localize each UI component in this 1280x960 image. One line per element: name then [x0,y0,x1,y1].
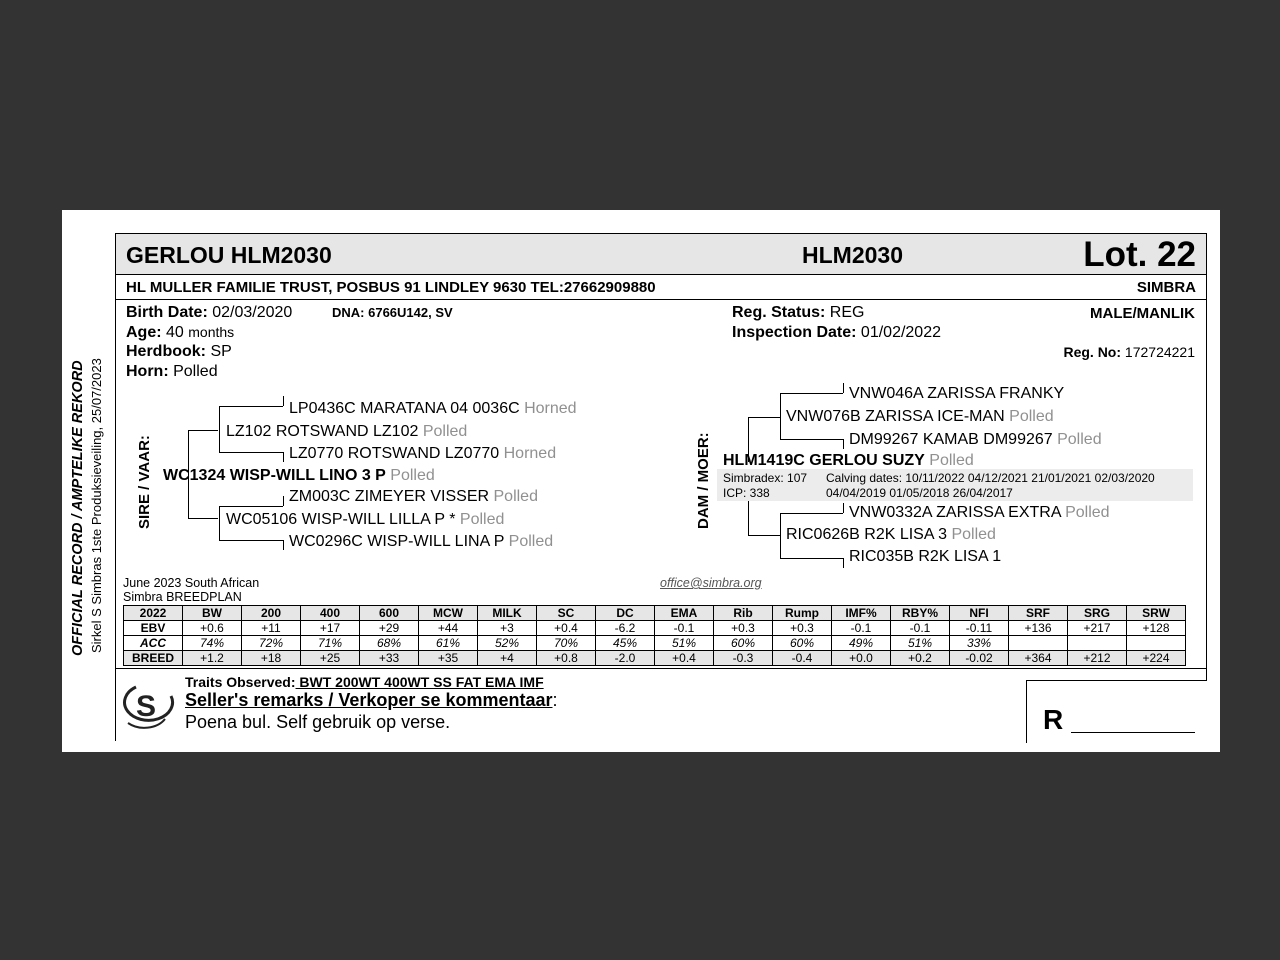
table-cell: +0.4 [537,621,596,636]
col-header: BW [183,606,242,621]
col-header: EMA [655,606,714,621]
herdbook: Herdbook: SP [126,343,232,360]
table-cell: +217 [1068,621,1127,636]
footer-divider [116,668,1206,669]
table-cell: +0.3 [714,621,773,636]
table-cell: +33 [360,651,419,666]
table-cell: 72% [242,636,301,651]
reg-status: Reg. Status: REG [732,304,865,321]
lot-card [62,210,1220,752]
table-cell: -6.2 [596,621,655,636]
breed-row [124,651,1186,666]
sire-dam-sire: ZM003C ZIMEYER VISSER Polled [289,488,538,505]
col-header: IMF% [832,606,891,621]
animal-id: HLM2030 [802,242,903,268]
sellers-remarks-heading: Seller's remarks / Verkoper se kommentaar: [185,690,558,710]
table-cell: 74% [183,636,242,651]
animal-name: GERLOU HLM2030 [126,242,332,268]
svg-text:S: S [135,690,157,723]
breed-label: SIMBRA [1136,279,1196,296]
sire-dam: WC05106 WISP-WILL LILLA P * Polled [226,511,505,528]
table-cell: 52% [478,636,537,651]
col-header: MILK [478,606,537,621]
col-header: SC [537,606,596,621]
dam-name: HLM1419C GERLOU SUZY Polled [723,452,974,469]
table-cell: 60% [773,636,832,651]
sire-name: WC1324 WISP-WILL LINO 3 P Polled [163,467,435,484]
reg-number: Reg. No: 172724221 [1063,344,1195,360]
age: Age: 40 months [126,324,235,341]
sex-label: MALE/MANLIK [1090,305,1195,322]
col-header: NFI [950,606,1009,621]
table-cell: -0.02 [950,651,1009,666]
table-cell: +3 [478,621,537,636]
lot-number: Lot. 22 [1083,235,1196,274]
table-cell: +0.0 [832,651,891,666]
ebv-row [124,621,1186,636]
table-cell: -0.11 [950,621,1009,636]
calving-dates-line2: 04/04/2019 01/05/2018 26/04/2017 [826,486,1013,500]
table-cell: 51% [655,636,714,651]
col-header: 200 [242,606,301,621]
col-header: SRG [1068,606,1127,621]
sire-dam-dam: WC0296C WISP-WILL LINA P Polled [289,533,554,550]
col-header: Rib [714,606,773,621]
col-header: DC [596,606,655,621]
table-cell: -0.1 [832,621,891,636]
table-cell: -2.0 [596,651,655,666]
price-symbol: R [1043,704,1064,735]
dna-info: DNA: 6766U142, SV [332,305,453,320]
table-cell: +11 [242,621,301,636]
table-cell: 60% [714,636,773,651]
table-cell: +25 [301,651,360,666]
table-cell: 49% [832,636,891,651]
dam-side-label: DAM / MOER: [695,432,712,529]
table-cell: +44 [419,621,478,636]
table-cell: +128 [1127,621,1186,636]
table-cell: 51% [891,636,950,651]
row-label: ACC [124,636,183,651]
traits-observed: Traits Observed: BWT 200WT 400WT SS FAT EMA IMF [185,674,544,690]
col-header: 400 [301,606,360,621]
table-cell: +17 [301,621,360,636]
simbra-logo-icon [115,680,177,730]
col-header: SRF [1009,606,1068,621]
table-cell: +0.4 [655,651,714,666]
table-cell [1127,636,1186,651]
breedplan-line1: June 2023 South African [123,576,260,590]
owner-bar [116,275,1206,300]
sire-sire: LZ102 ROTSWAND LZ102 Polled [226,423,468,440]
email-link[interactable]: office@simbra.org [660,576,762,590]
table-cell: +1.2 [183,651,242,666]
sire-sire-dam: LZ0770 ROTSWAND LZ0770 Horned [289,445,557,462]
table-cell: +4 [478,651,537,666]
calving-dates-line1: Calving dates: 10/11/2022 04/12/2021 21/01/2021 02/03/2020 [826,471,1155,485]
dam-dam: RIC0626B R2K LISA 3 Polled [786,526,996,543]
breedplan-line2: Simbra BREEDPLAN [123,590,242,604]
horn-status: Horn: Polled [126,363,218,380]
table-cell: 71% [301,636,360,651]
table-cell: -0.1 [891,621,950,636]
table-cell: -0.3 [714,651,773,666]
sale-name-label: Sirkel S Simbras 1ste Produksieveiling, 25/07/2023 [89,358,104,653]
table-cell: 68% [360,636,419,651]
dam-sire: VNW076B ZARISSA ICE-MAN Polled [786,408,1054,425]
col-header: Rump [773,606,832,621]
col-header: 600 [360,606,419,621]
table-cell: -0.4 [773,651,832,666]
table-cell: +364 [1009,651,1068,666]
col-header: RBY% [891,606,950,621]
acc-row [124,636,1186,651]
table-cell: +136 [1009,621,1068,636]
table-cell: +0.3 [773,621,832,636]
table-cell: +18 [242,651,301,666]
table-cell: +35 [419,651,478,666]
table-cell: +212 [1068,651,1127,666]
table-cell: +0.6 [183,621,242,636]
row-label: EBV [124,621,183,636]
sire-sire-sire: LP0436C MARATANA 04 0036C Horned [289,400,577,417]
table-cell: +224 [1127,651,1186,666]
inspection-date: Inspection Date: 01/02/2022 [732,324,941,341]
sire-side-label: SIRE / VAAR: [136,435,153,529]
table-cell: +0.8 [537,651,596,666]
table-cell [1009,636,1068,651]
price-input-line[interactable] [1071,732,1195,733]
ebv-header-row [124,606,1186,621]
simbradex: Simbradex: 107 [723,471,808,485]
table-cell: +29 [360,621,419,636]
owner-address: HL MULLER FAMILIE TRUST, POSBUS 91 LINDLEY 9630 TEL:27662909880 [126,279,656,296]
dam-sire-dam: DM99267 KAMAB DM99267 Polled [849,431,1102,448]
table-cell: 33% [950,636,1009,651]
table-cell [1068,636,1127,651]
dam-sire-sire: VNW046A ZARISSA FRANKY [849,385,1065,402]
sellers-remarks-text: Poena bul. Self gebruik op verse. [185,712,451,732]
birth-date: Birth Date: 02/03/2020 [126,304,293,321]
dam-dam-dam: RIC035B R2K LISA 1 [849,548,1002,565]
price-box [1026,680,1207,743]
col-header: MCW [419,606,478,621]
ebv-table [123,605,1186,666]
row-label: BREED [124,651,183,666]
official-record-label: OFFICIAL RECORD / AMPTELIKE REKORD [70,360,86,656]
icp: ICP: 338 [723,486,770,500]
table-cell: +0.2 [891,651,950,666]
dam-dam-sire: VNW0332A ZARISSA EXTRA Polled [849,504,1110,521]
table-cell: -0.1 [655,621,714,636]
table-cell: 61% [419,636,478,651]
table-cell: 45% [596,636,655,651]
col-header: SRW [1127,606,1186,621]
title-bar [116,234,1206,275]
col-header: 2022 [124,606,183,621]
table-cell: 70% [537,636,596,651]
